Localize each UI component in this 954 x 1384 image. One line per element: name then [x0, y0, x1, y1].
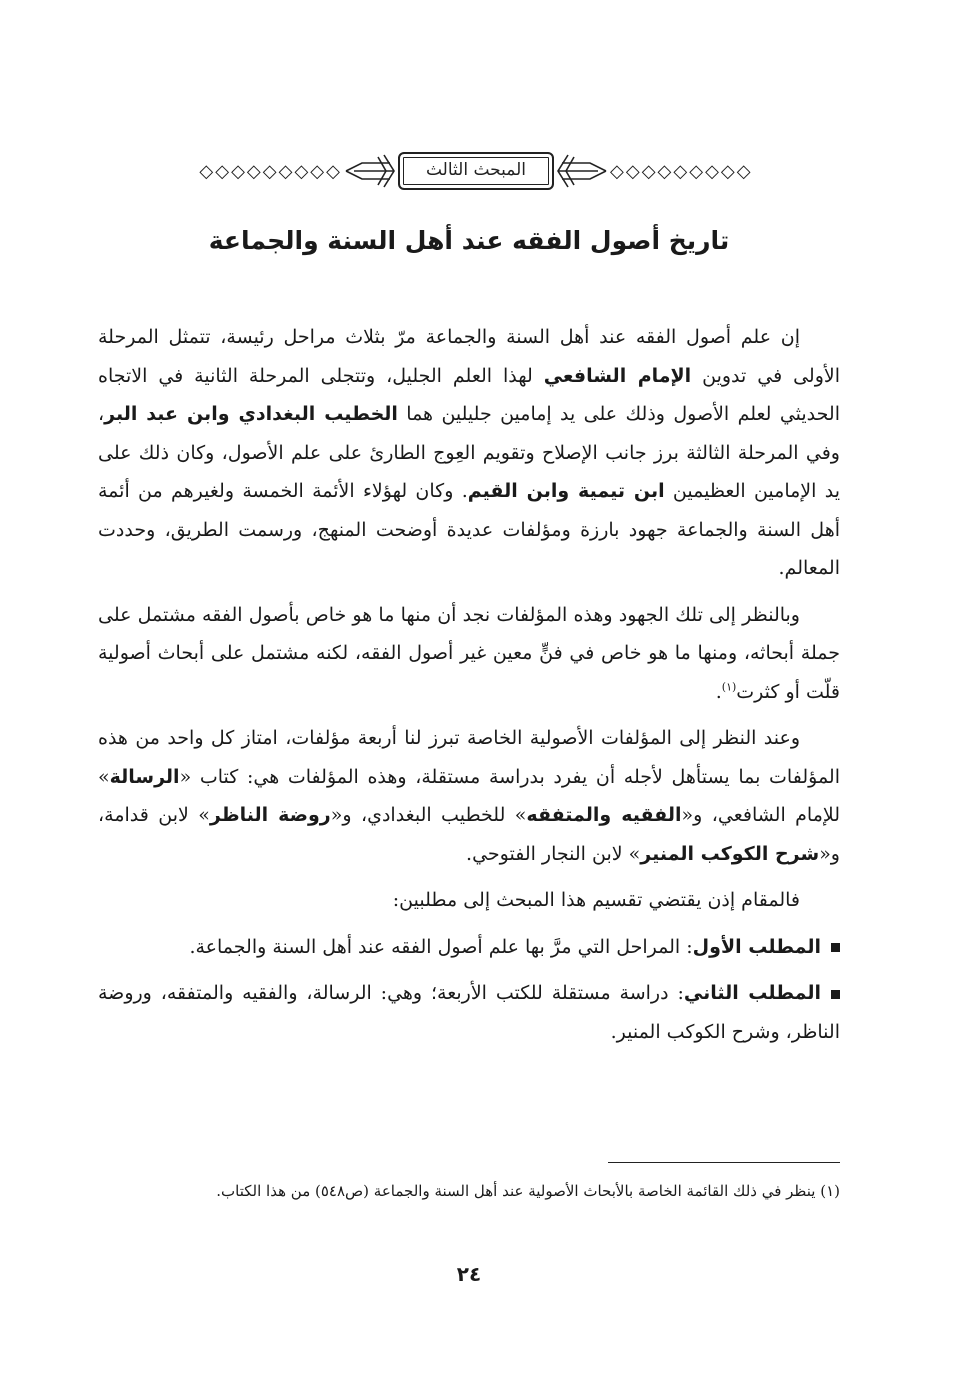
- book-title: الفقيه والمتفقه: [526, 804, 682, 826]
- text-run: لهذا العلم الجليل، وتتجلى المرحلة الثانية في الاتجاه الحديثي لعلم الأصول وذلك على يد إمامين جليلين هما: [98, 364, 840, 425]
- paragraph-4: فالمقام إذن يقتضي تقسيم هذا المبحث إلى مطلبين:: [392, 889, 800, 911]
- diamond-row-right: ◇◇◇◇◇◇◇◇◇: [610, 160, 753, 182]
- bold-name: الخطيب البغدادي وابن عبد البر: [104, 403, 398, 425]
- arrow-ornament-left-icon: [344, 151, 396, 191]
- paragraph-2: [98, 596, 840, 712]
- section-label: المبحث الثالث: [398, 152, 554, 190]
- text-run: » لابن قدامة، و«: [98, 804, 840, 865]
- body-text: [98, 318, 840, 1059]
- bold-name: الإمام الشافعي: [543, 364, 692, 387]
- list-item-1: [98, 928, 840, 967]
- text-run: . وكان لهؤلاء الأئمة الخمسة ولغيرهم من أئمة أهل السنة والجماعة جهود بارزة ومؤلفات عديدة أوضحت المنهج، ورسمت الطريق، وحددت المعالم.: [98, 480, 840, 579]
- footnote-text: ينظر في ذلك القائمة الخاصة بالأبحاث الأصولية عند أهل السنة والجماعة (ص٥٤٨) من هذا الكتاب.: [216, 1182, 816, 1200]
- paragraph-1: [98, 318, 840, 588]
- item-text: : المراحل التي مرَّ بها علم أصول الفقه عند أهل السنة والجماعة.: [189, 935, 693, 958]
- text-run: وبالنظر إلى تلك الجهود وهذه المؤلفات نجد أن منها ما هو خاص بأصول الفقه مشتمل على جملة أبحاثه، ومنها ما هو خاص في فنٍّ معين غير أصول الفقه، لكنه مشتمل على أبحاث أصولية قلّت أو كثرت: [98, 603, 840, 703]
- text-run: » لابن النجار الفتوحي.: [466, 842, 641, 865]
- book-title: روضة الناظر: [209, 804, 331, 826]
- book-page: [98, 0, 840, 1384]
- arrow-ornament-right-icon: [556, 151, 608, 191]
- footnote-number: (١): [820, 1182, 840, 1200]
- book-title: الرسالة: [109, 765, 180, 788]
- paragraph-3: [98, 719, 840, 873]
- diamond-row-left: ◇◇◇◇◇◇◇◇◇: [199, 160, 342, 182]
- square-bullet-icon: [831, 990, 840, 999]
- square-bullet-icon: [831, 943, 840, 952]
- list-item-2: [98, 974, 840, 1051]
- footnote-reference[interactable]: (١): [721, 680, 737, 694]
- text-run: » للخطيب البغدادي، و«: [330, 804, 527, 826]
- bold-name: ابن تيمية وابن القيم: [467, 480, 665, 502]
- text-run: ، وفي المرحلة الثالثة برز جانب الإصلاح وتقويم العِوج الطارئ على علم الأصول، وكان ذلك على يد الإمامين العظيمين: [98, 403, 840, 502]
- chapter-title: تاريخ أصول الفقه عند أهل السنة والجماعة: [208, 226, 730, 255]
- text-run: .: [715, 680, 722, 703]
- page-number: ٢٤: [456, 1262, 482, 1286]
- text-run: » للإمام الشافعي، و«: [98, 765, 841, 826]
- book-title: شرح الكوكب المنير: [640, 842, 820, 865]
- item-label: المطلب الأول: [692, 935, 821, 958]
- footnote: [98, 1176, 840, 1206]
- footnote-divider: [608, 1162, 840, 1163]
- text-run: وعند النظر إلى المؤلفات الأصولية الخاصة تبرز لنا أربعة مؤلفات، امتاز كل واحد من هذه المؤلفات بما يستأهل لأجله أن يفرد بدراسة مستقلة، وهذه المؤلفات هي: كتاب «: [98, 727, 840, 788]
- item-text: : دراسة مستقلة للكتب الأربعة؛ وهي: الرسالة، والفقيه والمتفقه، وروضة الناظر، وشرح الكوكب المنير.: [98, 982, 840, 1043]
- item-label: المطلب الثاني: [683, 982, 821, 1004]
- text-run: إن علم أصول الفقه عند أهل السنة والجماعة مرّ بثلاث مراحل رئيسة، تتمثل المرحلة الأولى في تدوين: [98, 326, 840, 387]
- section-header: [88, 146, 864, 196]
